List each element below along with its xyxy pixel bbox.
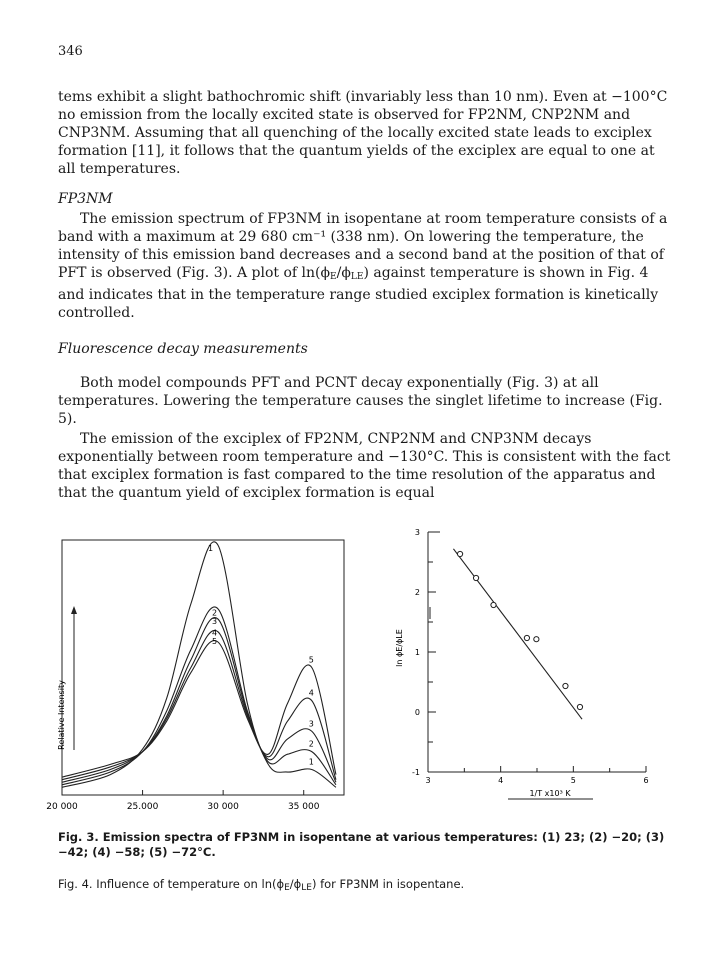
spectrum-curve-5 (62, 641, 336, 778)
y-axis-arrowhead (71, 606, 77, 614)
section-heading-decay: Fluorescence decay measurements (58, 341, 308, 357)
plot-frame (62, 540, 344, 795)
y-tick-label: -1 (412, 768, 420, 777)
section-heading-fp3nm: FP3NM (58, 191, 113, 207)
x-axis-label: 1/T x10³ K (529, 789, 571, 798)
x-tick-label: 20 000 (46, 802, 78, 812)
curve-label-right: 2 (308, 739, 314, 749)
paragraph-2-part-b: ) against temperature is shown in Fig. 4 and indicates that in the temperature range studied exciplex formation is kinetically controlled. (58, 265, 659, 321)
figure-3-emission-spectra (46, 520, 355, 820)
caption-part-a: Fig. 4. Influence of temperature on ln( (58, 877, 277, 891)
caption-part-b: ) for FP3NM in isopentane. (311, 877, 465, 891)
x-tick-label: 6 (643, 776, 649, 785)
paragraph-text: Both model compounds PFT and PCNT decay exponentially (Fig. 3) at all temperatures. Lowering the temperature causes the singlet lifetime to increase (Fig. 5). (58, 375, 663, 427)
y-tick-label: 3 (414, 528, 420, 537)
curve-label: 1 (207, 544, 214, 554)
paragraph-text: tems exhibit a slight bathochromic shift (invariably less than 10 nm). Even at −100°C no emission from the locally excited state is observed for FP2NM, CNP2NM and CNP3NM. Assuming that all quenching of the locally excited state leads to exciplex formation [11], it follows that the quantum yields of the exciplex are equal to one at all temperatures. (58, 89, 668, 177)
y-tick-label: 1 (414, 648, 420, 657)
phi-symbol: ϕ (276, 877, 285, 891)
x-tick-label: 25.000 (126, 802, 159, 812)
data-point (577, 704, 582, 709)
spectrum-curve-4 (62, 630, 336, 779)
curve-label: 4 (211, 628, 218, 638)
paragraph-2-part-a: The emission spectrum of FP3NM in isopentane at room temperature consists of a band with a maximum at 29 680 cm⁻¹ (338 nm). On lowering the temperature, the intensity of this emission band decreases and a second band at the position of that of PFT is observed (Fig. 3). A plot of ln( (58, 211, 668, 281)
data-point (534, 637, 539, 642)
subscript-le: LE (350, 272, 364, 282)
curve-label: 3 (211, 617, 218, 627)
paragraph-4 (58, 430, 673, 502)
phi-symbol: ϕ (293, 877, 302, 891)
subscript-e: E (330, 272, 337, 282)
x-tick-label: 4 (498, 776, 504, 785)
spectrum-curve-1 (62, 542, 336, 788)
y-axis-label: Relative Intensity (57, 680, 66, 750)
spectrum-curve-3 (62, 618, 336, 783)
curve-label: 5 (211, 637, 218, 646)
data-point (491, 602, 496, 607)
data-point (473, 575, 478, 580)
spectrum-curve-2 (62, 607, 336, 785)
figure-4-caption: Fig. 4. Influence of temperature on $\ln(\phi_E/\phi_{LE})$ for FP3NM in isopentane. (58, 877, 465, 893)
x-tick-label: 3 (425, 776, 431, 785)
phi-symbol: ϕ (320, 265, 331, 281)
x-tick-label: 30 000 (207, 802, 239, 812)
x-tick-label: 35 000 (287, 802, 320, 812)
subscript-le: LE (301, 883, 312, 893)
page-number: 346 (58, 44, 83, 59)
subscript-e: E (284, 883, 290, 893)
paragraph-text: The emission of the exciplex of FP2NM, CNP2NM and CNP3NM decays exponentially between room temperature and −130°C. This is consistent with the fact that exciplex formation is fast compared to the time resolution of the apparatus and that the quantum yield of exciplex formation is equal (58, 431, 671, 501)
data-point (563, 683, 568, 688)
paragraph-2 (58, 210, 673, 322)
y-tick-label: 0 (414, 708, 420, 717)
paragraph-text: The emission spectrum of FP3NM in isopentane at room temperature consists of a band with a maximum at 29 680 cm⁻¹ (338 nm). On lowering the temperature, the intensity of this emission band decreases and a second band at the position of that of PFT is observed (Fig. 3). A plot of $\ln(\phi_E/\phi_{LE})$ against temperature is shown in Fig. 4 and indicates that in the temperature range studied exciplex formation is kinetically controlled. (58, 211, 668, 321)
curve-label-right: 5 (308, 655, 314, 665)
curve-label: 2 (211, 608, 218, 618)
paragraph-3 (58, 374, 673, 428)
curve-label-right: 4 (308, 688, 314, 698)
data-point (524, 635, 529, 640)
curve-label-right: 3 (308, 719, 314, 729)
figure-3-caption: Fig. 3. Emission spectra of FP3NM in isopentane at various temperatures: (1) 23; (2) −20; (3) −42; (4) −58; (5) −72°C. (58, 830, 665, 859)
figure-4-ln-plot (388, 520, 663, 820)
y-tick-label: 2 (414, 588, 420, 597)
y-axis-label: ln ϕE/ϕLE (395, 629, 404, 667)
data-point (457, 551, 462, 556)
paragraph-1 (58, 88, 673, 178)
phi-symbol: ϕ (341, 265, 351, 281)
x-tick-label: 5 (570, 776, 576, 785)
fit-line (453, 549, 582, 719)
curve-label-right: 1 (308, 757, 314, 767)
